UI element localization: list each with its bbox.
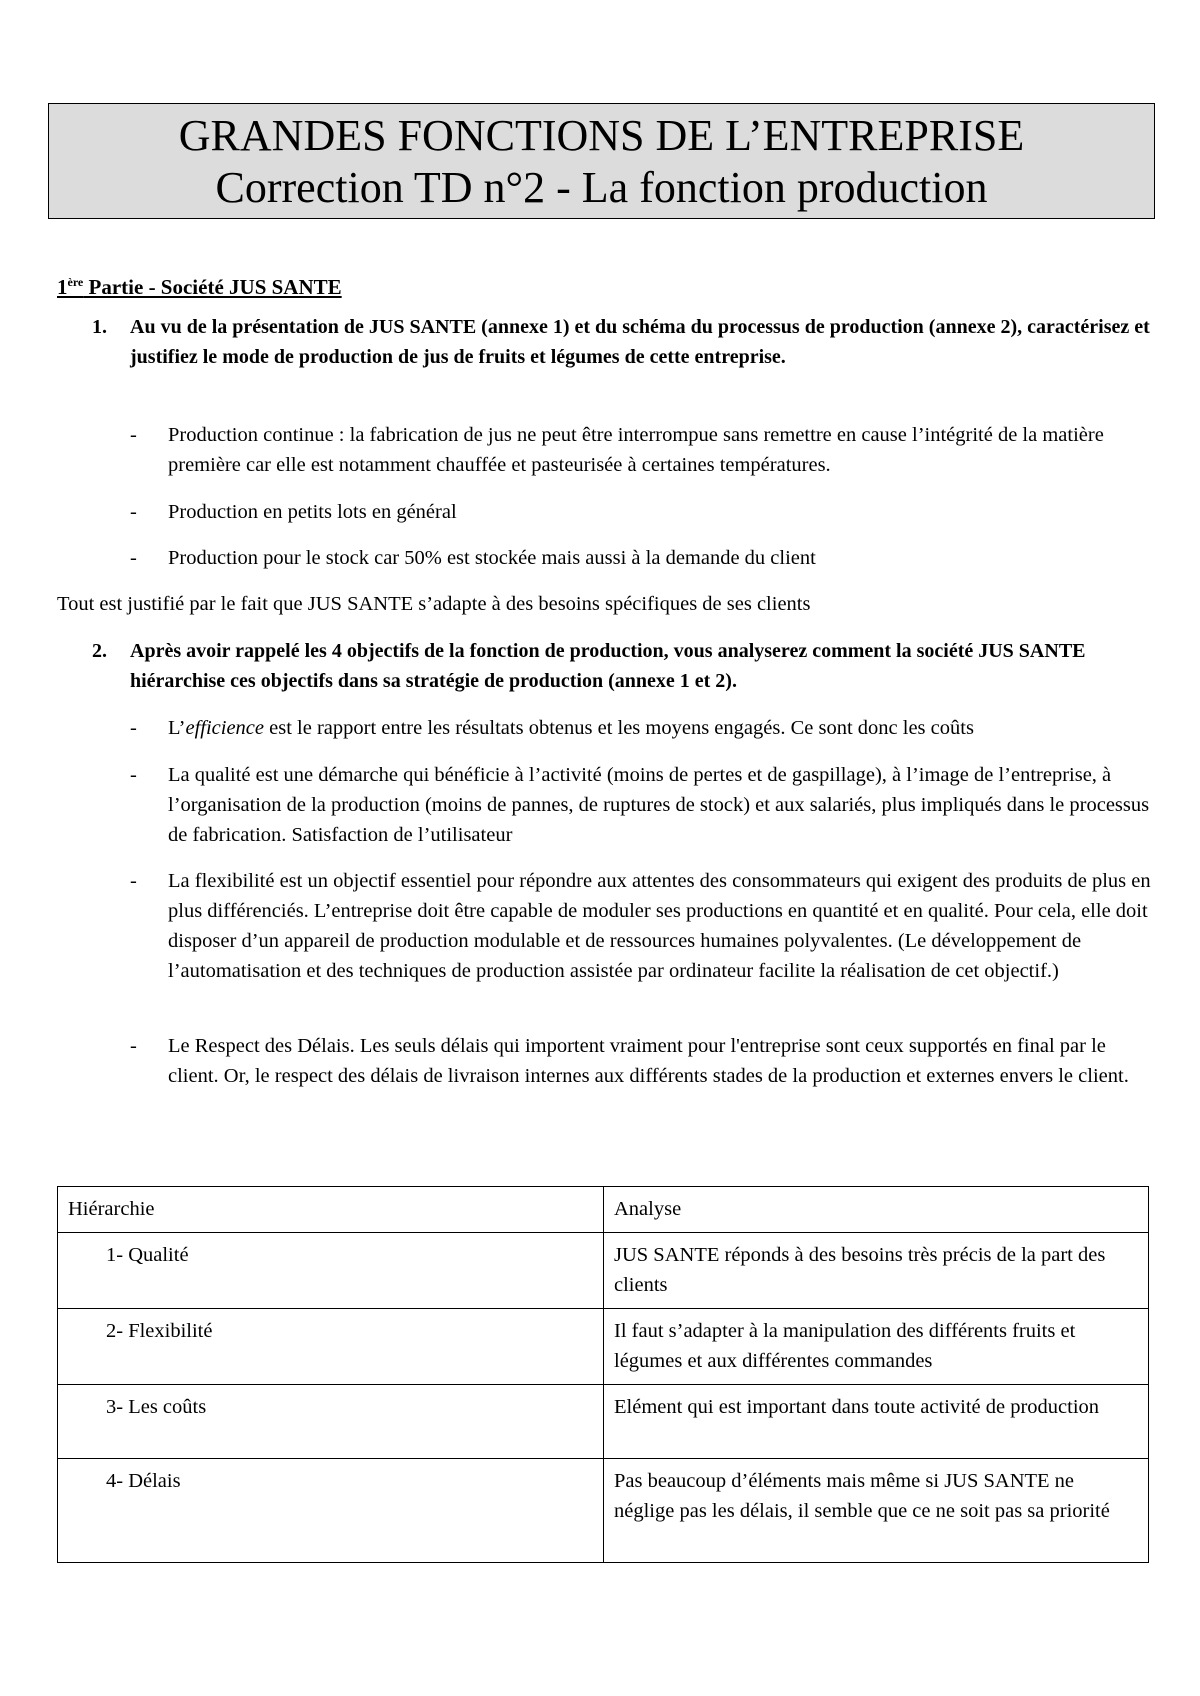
- part-superscript: ère: [67, 275, 84, 289]
- dash-bullet: -: [130, 424, 137, 446]
- question-text: Après avoir rappelé les 4 objectifs de la fonction de production, vous analyserez comment la société JUS SANTE hiérarchise ces objectifs dans sa stratégie de production (annexe 1 et 2).: [130, 640, 1086, 692]
- question-text: Au vu de la présentation de JUS SANTE (annexe 1) et du schéma du processus de production (annexe 2), caractérisez et justifiez le mode de production de jus de fruits et légumes de cette entreprise.: [130, 316, 1150, 368]
- table-row: [58, 1233, 1149, 1309]
- rank-label: 3- Les coûts: [106, 1396, 207, 1418]
- table-cell: [58, 1233, 604, 1309]
- table-row: [58, 1385, 1149, 1459]
- dash-bullet: -: [130, 870, 137, 892]
- question-number: 2.: [92, 640, 107, 662]
- rank-label: 4- Délais: [106, 1470, 181, 1492]
- question-2: [92, 636, 1152, 696]
- dash-bullet: -: [130, 547, 137, 569]
- title-box: [48, 103, 1155, 219]
- table-row: [58, 1309, 1149, 1385]
- table-cell: Il faut s’adapter à la manipulation des différents fruits et légumes et aux différentes commandes: [604, 1309, 1149, 1385]
- list-item: [130, 420, 1160, 480]
- list-item: [130, 866, 1160, 986]
- rank-label: 2- Flexibilité: [106, 1320, 213, 1342]
- list-item-text: Production continue : la fabrication de jus ne peut être interrompue sans remettre en cause l’intégrité de la matière première car elle est notamment chauffée et pasteurisée à certaines températures.: [168, 424, 1104, 476]
- list-item-text: Production pour le stock car 50% est stockée mais aussi à la demande du client: [168, 547, 816, 569]
- list-item-text: La qualité est une démarche qui bénéficie à l’activité (moins de pertes et de gaspillage), à l’image de l’entreprise, à l’organisation de la production (moins de pannes, de ruptures de stock) et aux salariés, plus impliqués dans le processus de fabrication. Satisfaction de l’utilisateur: [168, 764, 1150, 846]
- dash-bullet: -: [130, 764, 137, 786]
- list-item: [130, 713, 1160, 743]
- table-cell: [58, 1309, 604, 1385]
- part-label: Partie - Société JUS SANTE: [83, 275, 342, 299]
- table-header-cell: Analyse: [604, 1187, 1149, 1233]
- list-item: [130, 760, 1160, 850]
- list-item-text: La flexibilité est un objectif essentiel pour répondre aux attentes des consommateurs qui exigent des produits de plus en plus différenciés. L’entreprise doit être capable de moduler ses productions en quantité et en qualité. Pour cela, elle doit disposer d’un appareil de production modulable et de ressources humaines polyvalentes. (Le développement de l’automatisation et des techniques de production assistée par ordinateur facilite la réalisation de cet objectif.): [168, 870, 1151, 982]
- table-header-cell: Hiérarchie: [58, 1187, 604, 1233]
- list-item-text: Le Respect des Délais. Les seuls délais qui importent vraiment pour l'entreprise sont ceux supportés en final par le client. Or, le respect des délais de livraison internes aux différents stades de la production et externes envers le client.: [168, 1035, 1129, 1087]
- table-row: [58, 1459, 1149, 1563]
- table-cell: Pas beaucoup d’éléments mais même si JUS SANTE ne néglige pas les délais, il semble que ce ne soit pas sa priorité: [604, 1459, 1149, 1563]
- conclusion-text: Tout est justifié par le fait que JUS SANTE s’adapte à des besoins spécifiques de ses clients: [57, 593, 811, 615]
- dash-bullet: -: [130, 501, 137, 523]
- emphasis: efficience: [185, 717, 264, 739]
- part-number: 1: [57, 275, 68, 299]
- part-heading: [57, 268, 342, 301]
- list-item-text: Production en petits lots en général: [168, 501, 457, 523]
- table-cell: [58, 1385, 604, 1459]
- table-cell: Elément qui est important dans toute activité de production: [604, 1385, 1149, 1459]
- list-item: [130, 497, 1160, 527]
- table-header-row: [58, 1187, 1149, 1233]
- list-item: [130, 1031, 1160, 1091]
- question-number: 1.: [92, 316, 107, 338]
- table-cell: [58, 1459, 604, 1563]
- dash-bullet: -: [130, 1035, 137, 1057]
- hierarchy-table: [57, 1186, 1149, 1563]
- table-cell: JUS SANTE réponds à des besoins très précis de la part des clients: [604, 1233, 1149, 1309]
- question-1: [92, 312, 1152, 372]
- rank-label: 1- Qualité: [106, 1244, 189, 1266]
- dash-bullet: -: [130, 717, 137, 739]
- list-item-text: L’efficience est le rapport entre les résultats obtenus et les moyens engagés. Ce sont donc les coûts: [168, 717, 974, 739]
- list-item: [130, 543, 1160, 573]
- document-subtitle: Correction TD n°2 - La fonction production: [215, 163, 988, 212]
- document-title: GRANDES FONCTIONS DE L’ENTREPRISE: [178, 111, 1025, 160]
